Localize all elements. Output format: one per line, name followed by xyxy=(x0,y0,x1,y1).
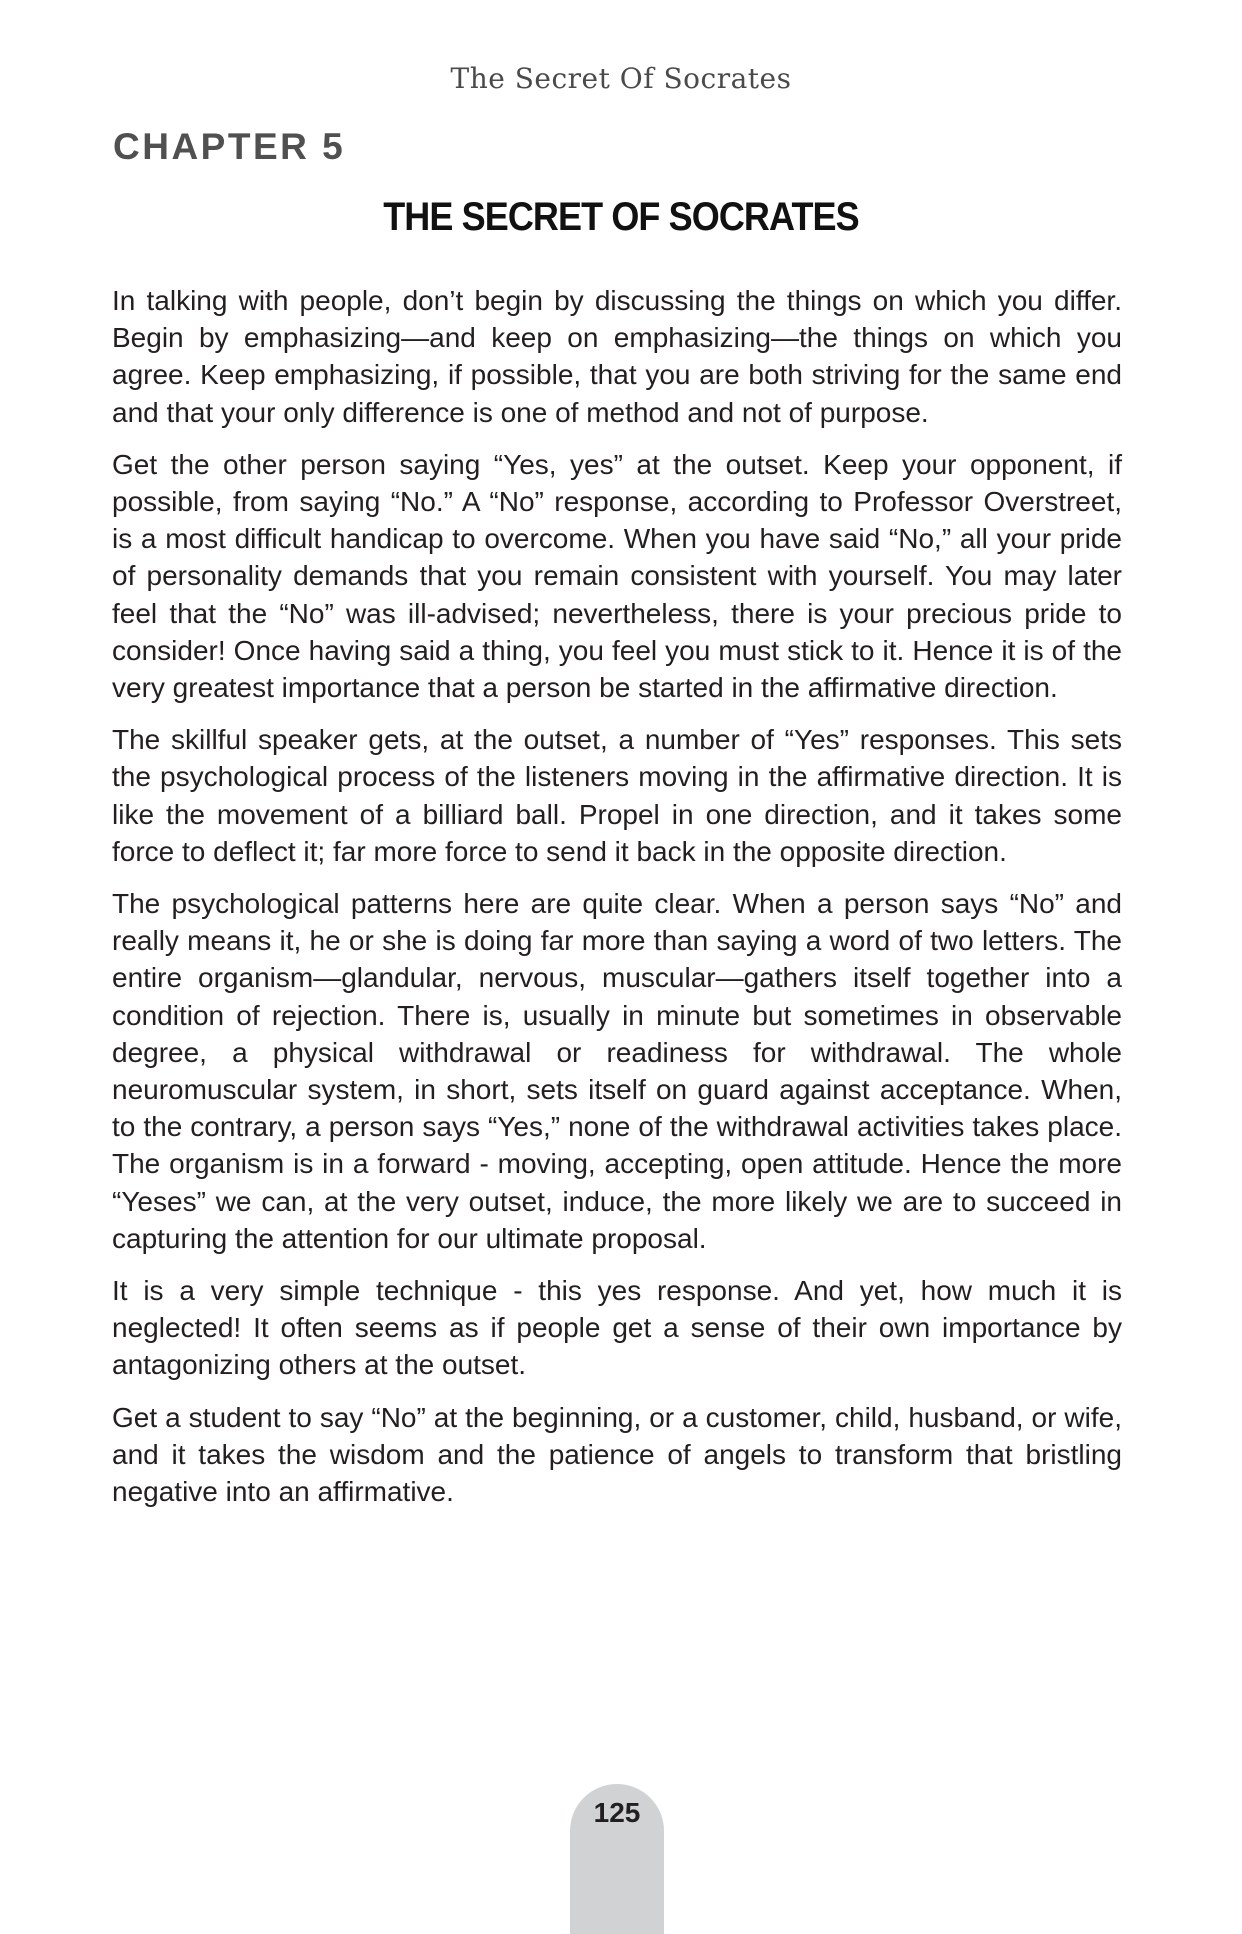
chapter-label: CHAPTER 5 xyxy=(113,126,346,167)
chapter-title: THE SECRET OF SOCRATES xyxy=(383,195,859,239)
paragraph: Get the other person saying “Yes, yes” at the outset. Keep your opponent, if possible, from saying “No.” A “No” response, according to Professor Overstreet, is a most difficult handicap to overcome. When you have said “No,” all your pride of personality demands that you remain consistent with yourself. You may later feel that the “No” was ill-advised; nevertheless, there is your precious pride to consider! Once having said a thing, you feel you must stick to it. Hence it is of the very greatest importance that a person be started in the affirmative direction. xyxy=(112,448,1122,704)
page-number: 125 xyxy=(593,1797,641,1828)
paragraph: The skillful speaker gets, at the outset, a number of “Yes” responses. This sets the psychological process of the listeners moving in the affirmative direction. It is like the movement of a billiard ball. Propel in one direction, and it takes some force to deflect it; far more force to send it back in the opposite direction. xyxy=(112,724,1122,867)
body-text xyxy=(112,282,1122,1525)
paragraph: The psychological patterns here are quite clear. When a person says “No” and really means it, he or she is doing far more than saying a word of two letters. The entire organism—glandular, nervous, muscular—gathers itself together into a condition of rejection. There is, usually in minute but sometimes in observable degree, a physical withdrawal or readiness for withdrawal. The whole neuromuscular system, in short, sets itself on guard against acceptance. When, to the contrary, a person says “Yes,” none of the withdrawal activities takes place. The organism is in a forward - moving, accepting, open attitude. Hence the more “Yeses” we can, at the very outset, induce, the more likely we are to succeed in capturing the attention for our ultimate proposal. xyxy=(112,888,1122,1254)
paragraph: It is a very simple technique - this yes response. And yet, how much it is neglected! It often seems as if people get a sense of their own importance by antagonizing others at the outset. xyxy=(112,1275,1122,1381)
paragraph: Get a student to say “No” at the beginning, or a customer, child, husband, or wife, and it takes the wisdom and the patience of angels to transform that bristling negative into an affirmative. xyxy=(112,1401,1122,1508)
paragraph: In talking with people, don’t begin by discussing the things on which you differ. Begin by emphasizing—and keep on emphasizing—the things on which you agree. Keep emphasizing, if possible, that you are both striving for the same end and that your only difference is one of method and not of purpose. xyxy=(112,285,1122,428)
running-header: The Secret Of Socrates xyxy=(450,62,792,95)
